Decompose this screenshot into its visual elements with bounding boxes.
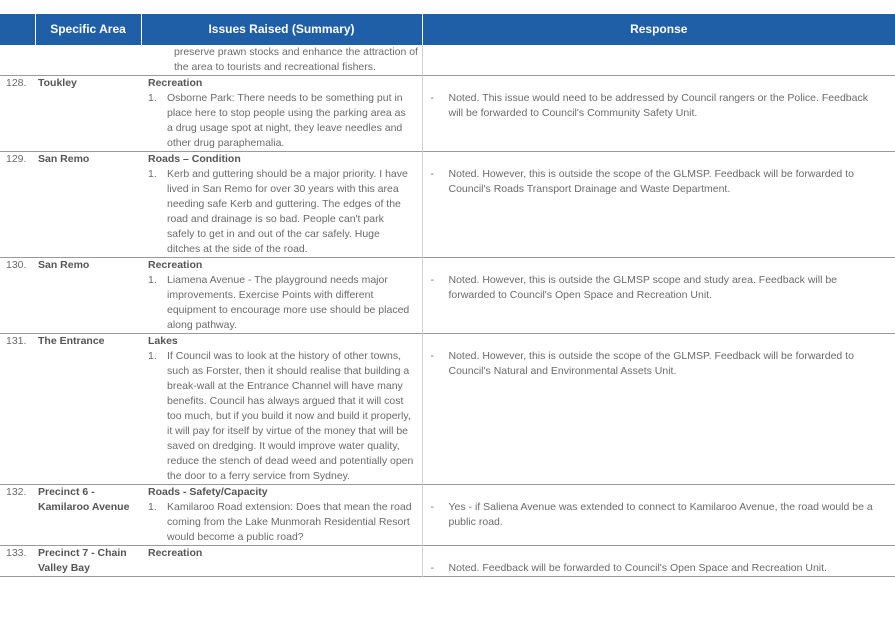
issue-category: Recreation bbox=[148, 259, 203, 271]
issue-category: Recreation bbox=[148, 547, 203, 559]
table-row-continuation bbox=[0, 45, 895, 76]
specific-area: San Remo bbox=[38, 259, 90, 271]
response-item bbox=[431, 561, 886, 576]
specific-area: Precinct 6 - Kamilaroo Avenue bbox=[38, 486, 130, 513]
header-specific-area: Specific Area bbox=[35, 14, 141, 45]
issue-item-number: 1. bbox=[148, 92, 157, 104]
issue-item-text: Osborne Park: There needs to be something put in place here to stop people using the parking area as a drug usage spot at night, they leave needles and other drug paraphemalia. bbox=[167, 92, 406, 149]
issue-category: Lakes bbox=[148, 335, 178, 347]
issue-category: Recreation bbox=[148, 77, 203, 89]
row-number: 132. bbox=[6, 486, 27, 498]
response-text: Noted. However, this is outside the scope of the GLMSP. Feedback will be forwarded to Council's Natural and Environmental Assets Unit. bbox=[448, 350, 854, 377]
issue-item-text: Liamena Avenue - The playground needs major improvements. Exercise Points with different equipment to encourage more use should be placed along pathway. bbox=[167, 274, 410, 331]
row-number: 128. bbox=[6, 77, 27, 89]
issue-item bbox=[148, 349, 422, 484]
response-dash: - bbox=[430, 168, 434, 180]
issue-category: Roads – Condition bbox=[148, 153, 241, 165]
specific-area: Precinct 7 - Chain Valley Bay bbox=[38, 547, 127, 574]
row-number: 129. bbox=[6, 153, 27, 165]
table-row bbox=[0, 334, 895, 485]
response-item bbox=[431, 500, 886, 530]
issue-item bbox=[148, 500, 422, 545]
issue-item-text: Kerb and guttering should be a major priority. I have lived in San Remo for over 30 years with this area needing safe Kerb and guttering. The edges of the road and drainage is so bad. People can't park safely to get in and out of the car safely. Huge ditches at the side of the road. bbox=[167, 168, 408, 255]
response-dash: - bbox=[430, 501, 434, 513]
response-text: Noted. However, this is outside the GLMSP scope and study area. Feedback will be forwarded to Council's Open Space and Recreation Unit. bbox=[448, 274, 838, 301]
issue-category: Roads - Safety/Capacity bbox=[148, 486, 268, 498]
response-dash: - bbox=[430, 92, 434, 104]
header-response: Response bbox=[422, 14, 895, 45]
table-row bbox=[0, 76, 895, 152]
response-text: Noted. This issue would need to be addressed by Council rangers or the Police. Feedback will be forwarded to Council's Community Safety Unit. bbox=[448, 92, 868, 119]
response-dash: - bbox=[430, 274, 434, 286]
issue-item bbox=[148, 91, 422, 151]
issue-item-number: 1. bbox=[148, 350, 157, 362]
response-text: Yes - if Saliena Avenue was extended to connect to Kamilaroo Avenue, the road would be a public road. bbox=[448, 501, 873, 528]
table-row bbox=[0, 258, 895, 334]
issue-item-number: 1. bbox=[148, 501, 157, 513]
issue-item bbox=[148, 273, 422, 333]
header-issues-raised: Issues Raised (Summary) bbox=[141, 14, 422, 45]
issue-item-text: Kamilaroo Road extension: Does that mean the road coming from the Lake Munmorah Residential Resort would become a public road? bbox=[167, 501, 412, 543]
issue-item-number: 1. bbox=[148, 274, 157, 286]
header-number bbox=[0, 14, 35, 45]
issue-item-text: If Council was to look at the history of other towns, such as Forster, then it should realise that building a break-wall at the Entrance Channel will have many benefits. Council has always argued that it will cost too much, but if you build it now and build it properly, it will pay for itself by virtue of the money that will be saved on dredging. It would improve water quality, reduce the stench of dead weed and potentially open the door to a ferry service from Sydney. bbox=[167, 350, 414, 482]
response-dash: - bbox=[430, 350, 434, 362]
issue-continuation-text: preserve prawn stocks and enhance the attraction of the area to tourists and recreational fishers. bbox=[174, 46, 418, 73]
specific-area: Toukley bbox=[38, 77, 77, 89]
response-text: Noted. Feedback will be forwarded to Council's Open Space and Recreation Unit. bbox=[448, 562, 827, 574]
response-item bbox=[431, 91, 886, 121]
specific-area: San Remo bbox=[38, 153, 90, 165]
issue-item bbox=[148, 167, 422, 257]
row-number: 133. bbox=[6, 547, 27, 559]
row-number: 131. bbox=[6, 335, 27, 347]
response-item bbox=[431, 349, 886, 379]
response-item bbox=[431, 273, 886, 303]
table-row bbox=[0, 546, 895, 577]
row-number: 130. bbox=[6, 259, 27, 271]
issue-item-number: 1. bbox=[148, 168, 157, 180]
response-text: Noted. However, this is outside the scope of the GLMSP. Feedback will be forwarded to Council's Roads Transport Drainage and Waste Department. bbox=[448, 168, 854, 195]
table-header-row bbox=[0, 14, 895, 45]
submissions-table bbox=[0, 14, 895, 577]
response-dash: - bbox=[430, 562, 434, 574]
specific-area: The Entrance bbox=[38, 335, 105, 347]
table-row bbox=[0, 152, 895, 258]
table-row bbox=[0, 485, 895, 546]
response-item bbox=[431, 167, 886, 197]
